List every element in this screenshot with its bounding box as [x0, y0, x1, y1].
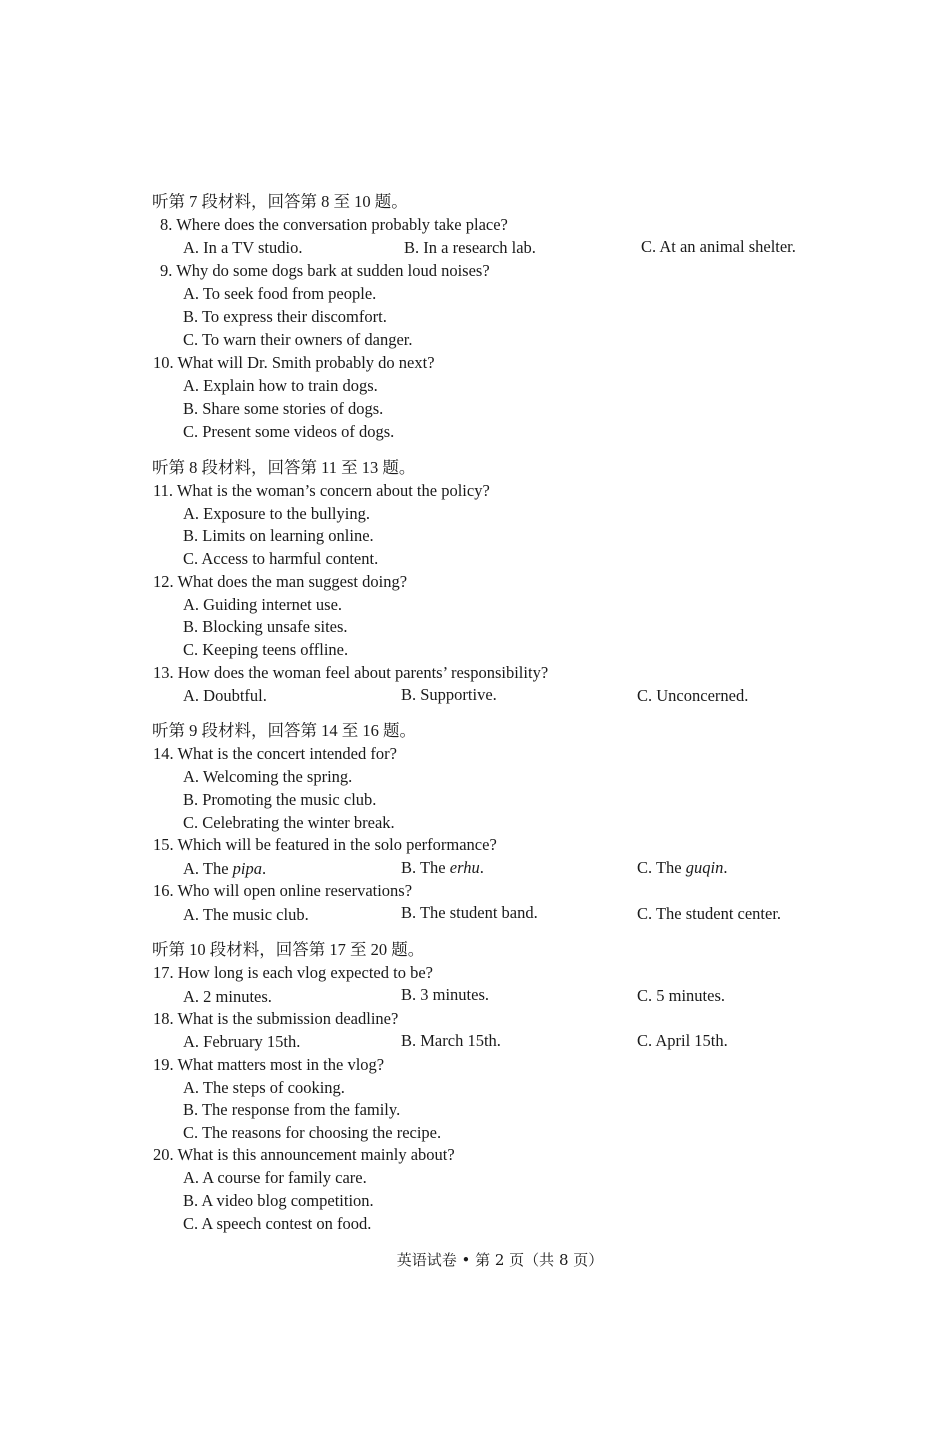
section-header: 听第 8 段材料，回答第 11 至 13 题。 [152, 458, 416, 477]
question-9-stem: 9. Why do some dogs bark at sudden loud noises? [160, 261, 490, 280]
question-13-option-a: A. Doubtful. [183, 686, 267, 705]
question-13-option-b: B. Supportive. [401, 685, 497, 704]
question-20-option-c: C. A speech contest on food. [183, 1214, 372, 1233]
question-18-option-a: A. February 15th. [183, 1032, 301, 1051]
question-14-option-b: B. Promoting the music club. [183, 790, 377, 809]
question-16-stem: 16. Who will open online reservations? [153, 881, 413, 900]
question-10-option-b: B. Share some stories of dogs. [183, 399, 384, 418]
section-header: 听第 9 段材料，回答第 14 至 16 题。 [152, 721, 416, 740]
question-12-stem: 12. What does the man suggest doing? [153, 572, 408, 591]
question-8-stem: 8. Where does the conversation probably take place? [160, 215, 508, 234]
question-8-option-a: A. In a TV studio. [183, 238, 303, 257]
question-15-option-c: C. The guqin. [637, 858, 728, 877]
question-11-option-b: B. Limits on learning online. [183, 526, 374, 545]
question-11-option-a: A. Exposure to the bullying. [183, 504, 370, 523]
question-15-stem: 15. Which will be featured in the solo performance? [153, 835, 497, 854]
question-14-option-c: C. Celebrating the winter break. [183, 813, 395, 832]
question-18-option-c: C. April 15th. [637, 1031, 728, 1050]
question-17-option-c: C. 5 minutes. [637, 986, 726, 1005]
question-15-option-b: B. The erhu. [401, 858, 484, 877]
question-8-option-c: C. At an animal shelter. [641, 237, 796, 256]
question-10-stem: 10. What will Dr. Smith probably do next? [153, 353, 435, 372]
question-11-option-c: C. Access to harmful content. [183, 549, 379, 568]
question-19-stem: 19. What matters most in the vlog? [153, 1055, 385, 1074]
question-9-option-c: C. To warn their owners of danger. [183, 330, 413, 349]
question-14-stem: 14. What is the concert intended for? [153, 744, 397, 763]
question-19-option-b: B. The response from the family. [183, 1100, 401, 1119]
section-header: 听第 10 段材料，回答第 17 至 20 题。 [152, 940, 425, 959]
question-20-option-a: A. A course for family care. [183, 1168, 367, 1187]
question-19-option-a: A. The steps of cooking. [183, 1078, 345, 1097]
question-10-option-a: A. Explain how to train dogs. [183, 376, 378, 395]
question-12-option-a: A. Guiding internet use. [183, 595, 343, 614]
question-18-stem: 18. What is the submission deadline? [153, 1009, 399, 1028]
question-16-option-a: A. The music club. [183, 905, 309, 924]
question-12-option-b: B. Blocking unsafe sites. [183, 617, 348, 636]
question-13-stem: 13. How does the woman feel about parents’ responsibility? [153, 663, 549, 682]
question-10-option-c: C. Present some videos of dogs. [183, 422, 395, 441]
question-11-stem: 11. What is the woman’s concern about the policy? [153, 481, 490, 500]
question-15-option-a: A. The pipa. [183, 859, 267, 878]
question-17-stem: 17. How long is each vlog expected to be? [153, 963, 433, 982]
question-8-option-b: B. In a research lab. [404, 238, 536, 257]
question-18-option-b: B. March 15th. [401, 1031, 501, 1050]
question-17-option-a: A. 2 minutes. [183, 987, 272, 1006]
section-header: 听第 7 段材料，回答第 8 至 10 题。 [152, 192, 408, 211]
question-12-option-c: C. Keeping teens offline. [183, 640, 349, 659]
question-14-option-a: A. Welcoming the spring. [183, 767, 353, 786]
question-20-option-b: B. A video blog competition. [183, 1191, 374, 1210]
question-9-option-a: A. To seek food from people. [183, 284, 377, 303]
question-9-option-b: B. To express their discomfort. [183, 307, 387, 326]
page-footer: 英语试卷 • 第 2 页（共 8 页） [396, 1251, 604, 1269]
question-17-option-b: B. 3 minutes. [401, 985, 490, 1004]
question-16-option-c: C. The student center. [637, 904, 782, 923]
question-13-option-c: C. Unconcerned. [637, 686, 749, 705]
question-20-stem: 20. What is this announcement mainly about? [153, 1145, 455, 1164]
question-19-option-c: C. The reasons for choosing the recipe. [183, 1123, 442, 1142]
question-16-option-b: B. The student band. [401, 903, 538, 922]
